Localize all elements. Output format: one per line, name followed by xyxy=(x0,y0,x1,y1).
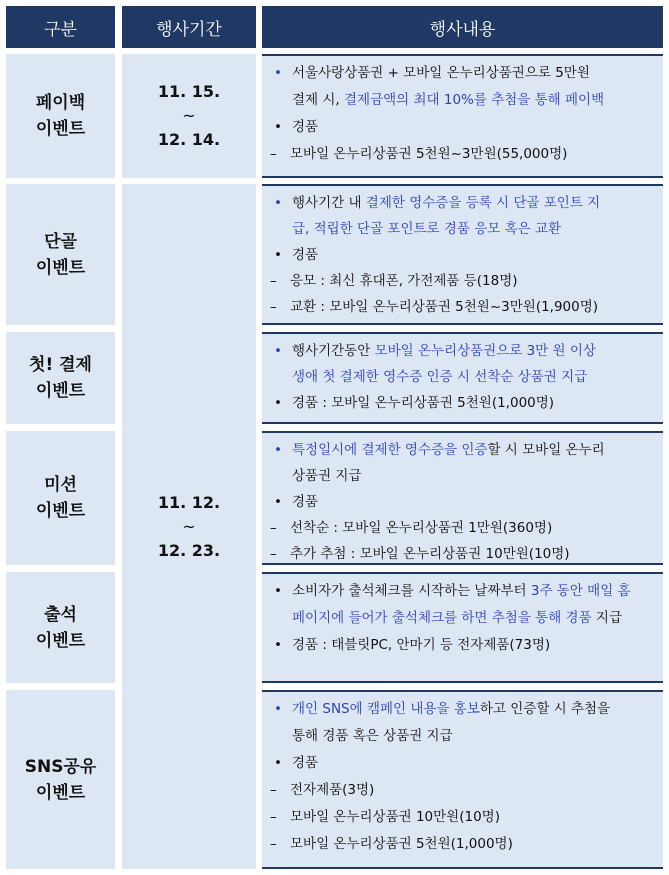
period-start: 11. 12. xyxy=(157,492,221,512)
content-text: 3주 동안 매일 홈 xyxy=(530,583,631,599)
content-text: 모바일 온누리상품권 10만원(10명) xyxy=(290,809,500,825)
description-continuation xyxy=(268,216,655,242)
bullet-marker: • xyxy=(274,701,282,717)
event-content-cell xyxy=(262,431,663,565)
event-name-cell xyxy=(6,431,115,565)
event-name-cell xyxy=(6,690,115,869)
event-name-line: 페이백 xyxy=(35,93,86,113)
bullet-item xyxy=(268,338,655,364)
bullet-item xyxy=(268,114,655,141)
event-name-cell xyxy=(6,184,115,325)
prize-item xyxy=(268,831,655,858)
bullet-marker: • xyxy=(274,494,282,510)
bullet-item xyxy=(268,750,655,777)
content-text: 경품 xyxy=(292,119,319,135)
description-continuation xyxy=(268,463,655,489)
content-text: 서울사랑상품권 + 모바일 온누리상품권으로 5만원 xyxy=(292,65,590,81)
content-text: 지급 xyxy=(591,610,622,626)
content-text: 결제금액의 최대 10%를 추첨을 통해 페이백 xyxy=(344,92,605,108)
content-text: 통해 경품 혹은 상품권 지급 xyxy=(292,728,453,744)
event-content-cell xyxy=(262,54,663,178)
event-name-line: 단골 xyxy=(44,231,77,252)
event-name-line: 이벤트 xyxy=(35,119,86,139)
dash-marker: – xyxy=(270,299,277,315)
dash-marker: – xyxy=(270,809,277,825)
prize-item xyxy=(268,804,655,831)
bullet-item xyxy=(268,578,655,605)
header-period xyxy=(122,6,256,48)
content-text: 결제 시, xyxy=(292,92,344,108)
period-separator: ~ xyxy=(182,516,196,536)
content-text: 모바일 온누리상품권으로 3만 원 이상 xyxy=(374,343,596,359)
content-text: 할 시 모바일 온누리 xyxy=(487,442,605,458)
prize-item xyxy=(268,541,655,567)
description-continuation xyxy=(268,605,655,632)
bullet-marker: • xyxy=(274,343,282,359)
content-text: 선착순 : 모바일 온누리상품권 1만원(360명) xyxy=(290,520,553,536)
event-name-cell xyxy=(6,572,115,683)
bullet-item xyxy=(268,696,655,723)
content-text: 상품권 지급 xyxy=(292,468,362,484)
event-name-cell xyxy=(6,54,115,178)
description-continuation xyxy=(268,87,655,114)
period-cell-payback xyxy=(122,54,256,178)
content-text: 하고 인증할 시 추첨을 xyxy=(479,701,611,717)
bullet-item xyxy=(268,437,655,463)
prize-item xyxy=(268,294,655,320)
description-continuation xyxy=(268,364,655,390)
dash-marker: – xyxy=(270,520,277,536)
event-name-line: 이벤트 xyxy=(35,381,86,401)
content-text: 행사기간 내 xyxy=(292,195,366,211)
header-category xyxy=(6,6,115,48)
bullet-marker: • xyxy=(274,395,282,411)
event-content-cell xyxy=(262,184,663,325)
content-text: 경품 xyxy=(292,755,319,771)
content-text: 교환 : 모바일 온누리상품권 5천원~3만원(1,900명) xyxy=(290,299,599,315)
event-name-line: 출석 xyxy=(44,604,77,625)
prize-item xyxy=(268,141,655,168)
content-text: 경품 : 모바일 온누리상품권 5천원(1,000명) xyxy=(292,395,555,411)
header-period-label: 행사기간 xyxy=(156,19,222,40)
event-name-line: 이벤트 xyxy=(35,630,86,651)
bullet-marker: • xyxy=(274,65,282,81)
content-text: 특정일시에 결제한 영수증을 인증 xyxy=(292,442,488,458)
period-start: 11. 15. xyxy=(157,82,221,101)
bullet-marker: • xyxy=(274,195,282,211)
content-text: 모바일 온누리상품권 5천원~3만원(55,000명) xyxy=(290,146,568,162)
event-name-line: 미션 xyxy=(44,475,77,495)
content-text: 페이지에 들어가 출석체크를 하면 추첨을 통해 경품 xyxy=(292,610,592,626)
content-text: 결제한 영수증을 등록 시 단골 포인트 지 xyxy=(365,195,601,211)
content-text: 응모 : 최신 휴대폰, 가전제품 등(18명) xyxy=(290,273,518,289)
dash-marker: – xyxy=(270,836,277,852)
bullet-item xyxy=(268,190,655,216)
prize-item xyxy=(268,515,655,541)
bullet-item xyxy=(268,242,655,268)
dash-marker: – xyxy=(270,782,277,798)
event-name-line: SNS공유 xyxy=(24,756,97,777)
content-text: 모바일 온누리상품권 5천원(1,000명) xyxy=(290,836,513,852)
bullet-marker: • xyxy=(274,442,282,458)
bullet-item xyxy=(268,390,655,416)
content-text: 경품 xyxy=(292,247,319,263)
bullet-marker: • xyxy=(274,637,282,653)
event-name-line: 이벤트 xyxy=(35,501,86,521)
event-content-cell xyxy=(262,572,663,683)
event-name-line: 이벤트 xyxy=(35,782,86,803)
period-cell-others xyxy=(122,184,256,869)
description-continuation xyxy=(268,723,655,750)
content-text: 추가 추첨 : 모바일 온누리상품권 10만원(10명) xyxy=(290,546,570,562)
bullet-marker: • xyxy=(274,119,282,135)
content-text: 개인 SNS에 캠페인 내용을 홍보 xyxy=(292,701,480,717)
event-name-cell xyxy=(6,332,115,424)
event-content-cell xyxy=(262,332,663,424)
period-end: 12. 14. xyxy=(157,130,221,149)
bullet-marker: • xyxy=(274,583,282,599)
dash-marker: – xyxy=(270,546,277,562)
content-text: 행사기간동안 xyxy=(292,343,375,359)
content-text: 경품 : 태블릿PC, 안마기 등 전자제품(73명) xyxy=(292,637,551,653)
content-text: 경품 xyxy=(292,494,319,510)
dash-marker: – xyxy=(270,146,277,162)
period-separator: ~ xyxy=(182,106,196,125)
header-content xyxy=(262,6,663,48)
bullet-item xyxy=(268,60,655,87)
event-name-line: 이벤트 xyxy=(35,257,86,278)
bullet-marker: • xyxy=(274,755,282,771)
content-text: 급, 적립한 단골 포인트로 경품 응모 혹은 교환 xyxy=(292,221,562,237)
dash-marker: – xyxy=(270,273,277,289)
prize-item xyxy=(268,777,655,804)
header-content-label: 행사내용 xyxy=(429,19,496,40)
bullet-marker: • xyxy=(274,247,282,263)
content-text: 소비자가 출석체크를 시작하는 날짜부터 xyxy=(292,583,531,599)
event-content-cell xyxy=(262,690,663,869)
bullet-item xyxy=(268,489,655,515)
content-text: 전자제품(3명) xyxy=(290,782,375,798)
period-end: 12. 23. xyxy=(157,540,221,560)
prize-item xyxy=(268,268,655,294)
content-text: 생애 첫 결제한 영수증 인증 시 선착순 상품권 지급 xyxy=(292,369,588,385)
event-name-line: 첫! 결제 xyxy=(29,355,92,375)
header-category-label: 구분 xyxy=(44,19,77,40)
bullet-item xyxy=(268,632,655,659)
